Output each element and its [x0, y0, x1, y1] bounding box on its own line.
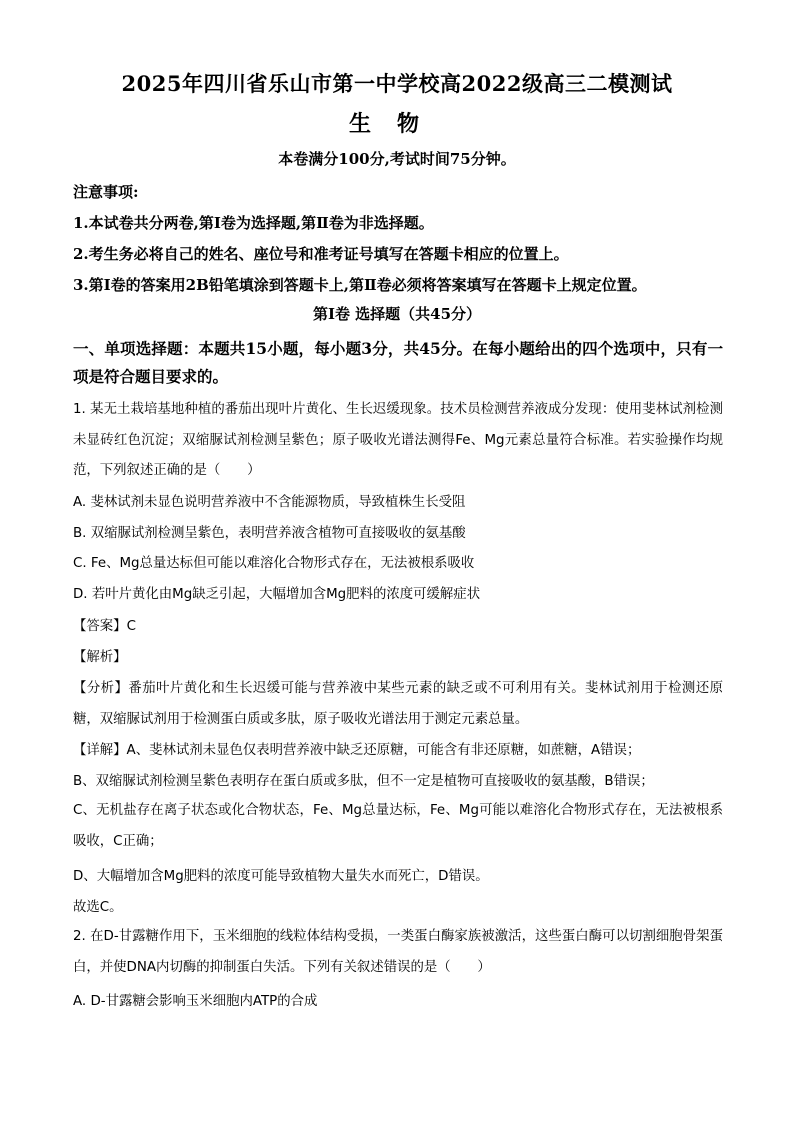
notes-item-1: 1.本试卷共分两卷,第Ⅰ卷为选择题,第Ⅱ卷为非选择题。 [73, 214, 434, 232]
section-title: 第Ⅰ卷 选择题（共45分） [312, 305, 482, 323]
q1-answer [73, 616, 136, 638]
q1-stem: 1. 某无土栽培基地种植的番茄出现叶片黄化、生长迟缓现象。技术员检测营养液成分发现：使用斐林试剂检测未显砖红色沉淀；双缩脲试剂检测呈紫色；原子吸收光谱法测得Fe、Mg元素总量符合标准。若实验操作均规范，下列叙述正确的是（ ） [73, 402, 723, 478]
exam-title: 2025年四川省乐山市第一中学校高2022级高三二模测试 [121, 71, 673, 96]
q1-option-d: D. 若叶片黄化由Mg缺乏引起，大幅增加含Mg肥料的浓度可缓解症状 [73, 587, 481, 602]
answer-label: 【答案】 [73, 619, 127, 634]
q2-option-a: A. D-甘露糖会影响玉米细胞内ATP的合成 [73, 994, 318, 1009]
q1-option-c: C. Fe、Mg总量达标但可能以难溶化合物形式存在，无法被根系吸收 [73, 556, 475, 571]
part-instructions: 一、单项选择题：本题共15小题，每小题3分，共45分。在每小题给出的四个选项中，只有一项是符合题目要求的。 [73, 339, 723, 386]
answer-value: C [126, 619, 136, 634]
analysis-label: 【解析】 [73, 650, 127, 665]
q2-stem: 2. 在D-甘露糖作用下，玉米细胞的线粒体结构受损，一类蛋白酶家族被激活，这些蛋白酶可以切割细胞骨架蛋白，并使DNA内切酶的抑制蛋白失活。下列有关叙述错误的是（ ） [73, 929, 723, 975]
q1-detail-b: B、双缩脲试剂检测呈紫色表明存在蛋白质或多肽，但不一定是植物可直接吸收的氨基酸，B错误； [73, 774, 654, 789]
q1-detail-a: 【详解】A、斐林试剂未显色仅表明营养液中缺乏还原糖，可能含有非还原糖，如蔗糖，A错误； [73, 743, 641, 758]
notes-heading: 注意事项: [73, 183, 139, 201]
q1-detail-c: C、无机盐存在离子状态或化合物状态，Fe、Mg总量达标，Fe、Mg可能以难溶化合物形式存在，无法被根系吸收，C正确； [73, 803, 723, 849]
q1-fenxi: 【分析】番茄叶片黄化和生长迟缓可能与营养液中某些元素的缺乏或不可利用有关。斐林试剂用于检测还原糖，双缩脲试剂用于检测蛋白质或多肽，原子吸收光谱法用于测定元素总量。 [73, 681, 723, 727]
notes-item-3: 3.第Ⅰ卷的答案用2B铅笔填涂到答题卡上,第Ⅱ卷必须将答案填写在答题卡上规定位置。 [73, 276, 647, 294]
q1-option-a: A. 斐林试剂未显色说明营养液中不含能源物质，导致植株生长受阻 [73, 495, 466, 510]
subject-title: 生物 [348, 111, 445, 137]
q1-conclusion: 故选C。 [73, 900, 123, 915]
notes-item-2: 2.考生务必将自己的姓名、座位号和准考证号填写在答题卡相应的位置上。 [73, 245, 569, 263]
q1-option-b: B. 双缩脲试剂检测呈紫色，表明营养液含植物可直接吸收的氨基酸 [73, 526, 466, 541]
score-time-note: 本卷满分100分,考试时间75分钟。 [278, 150, 516, 168]
q1-detail-d: D、大幅增加含Mg肥料的浓度可能导致植物大量失水而死亡，D错误。 [73, 869, 489, 884]
